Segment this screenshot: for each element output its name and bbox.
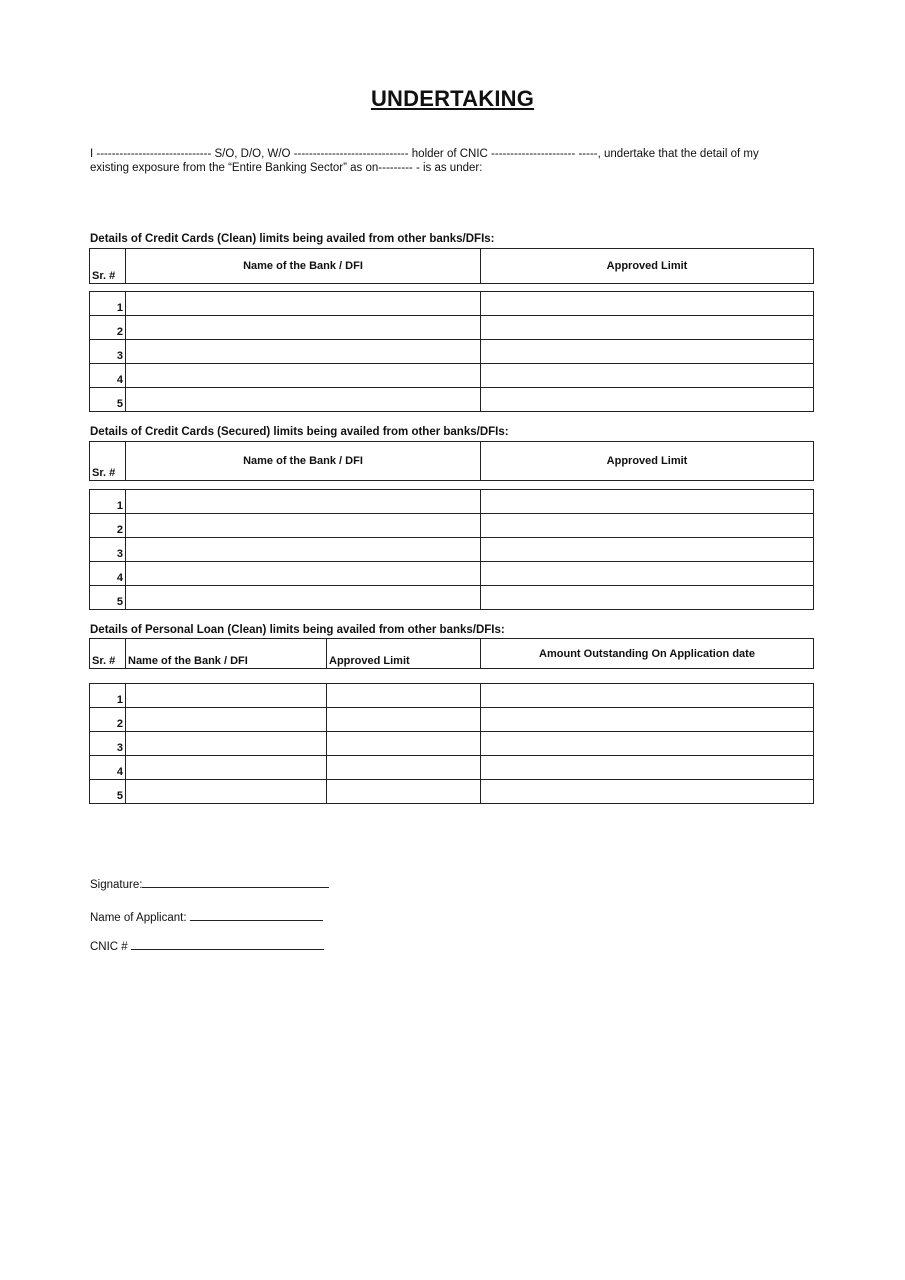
- intro-line-2: existing exposure from the “Entire Banking Sector” as on--------- - is as under:: [90, 162, 483, 174]
- table-row: [90, 388, 814, 412]
- bank-name-cell[interactable]: [126, 708, 327, 732]
- header-bank-name: Name of the Bank / DFI: [126, 639, 327, 669]
- table-row: [90, 562, 814, 586]
- table-row: [90, 684, 814, 708]
- approved-limit-cell[interactable]: [481, 292, 814, 316]
- bank-name-cell[interactable]: [126, 514, 481, 538]
- sr-number: 5: [90, 586, 126, 610]
- amount-outstanding-cell[interactable]: [481, 780, 814, 804]
- bank-name-cell[interactable]: [126, 316, 481, 340]
- bank-name-cell[interactable]: [126, 292, 481, 316]
- applicant-name-label: Name of Applicant:: [90, 912, 187, 924]
- credit-cards-secured-table: [89, 489, 814, 610]
- table-row: [90, 708, 814, 732]
- table-row: [90, 586, 814, 610]
- table-row: [90, 780, 814, 804]
- sr-number: 4: [90, 756, 126, 780]
- amount-outstanding-cell[interactable]: [481, 732, 814, 756]
- applicant-name-row: [90, 909, 323, 924]
- approved-limit-cell[interactable]: [327, 708, 481, 732]
- header-sr: Sr. #: [90, 249, 126, 284]
- table-row: [90, 756, 814, 780]
- table-row: [90, 732, 814, 756]
- signature-line[interactable]: [142, 876, 329, 888]
- bank-name-cell[interactable]: [126, 562, 481, 586]
- bank-name-cell[interactable]: [126, 364, 481, 388]
- header-sr: Sr. #: [90, 639, 126, 669]
- sr-number: 2: [90, 514, 126, 538]
- approved-limit-cell[interactable]: [327, 684, 481, 708]
- bank-name-cell[interactable]: [126, 732, 327, 756]
- sr-number: 4: [90, 364, 126, 388]
- table-row: [90, 364, 814, 388]
- approved-limit-cell[interactable]: [481, 364, 814, 388]
- personal-loan-header: [89, 638, 814, 669]
- approved-limit-cell[interactable]: [481, 514, 814, 538]
- sr-number: 1: [90, 684, 126, 708]
- approved-limit-cell[interactable]: [481, 388, 814, 412]
- applicant-name-line[interactable]: [190, 909, 323, 921]
- sr-number: 1: [90, 292, 126, 316]
- sr-number: 3: [90, 538, 126, 562]
- approved-limit-cell[interactable]: [327, 732, 481, 756]
- bank-name-cell[interactable]: [126, 586, 481, 610]
- sr-number: 3: [90, 340, 126, 364]
- approved-limit-cell[interactable]: [481, 316, 814, 340]
- amount-outstanding-cell[interactable]: [481, 708, 814, 732]
- header-bank-name: Name of the Bank / DFI: [126, 249, 481, 284]
- sr-number: 2: [90, 708, 126, 732]
- bank-name-cell[interactable]: [126, 490, 481, 514]
- approved-limit-cell[interactable]: [327, 756, 481, 780]
- signature-label: Signature:: [90, 879, 143, 891]
- table-row: [90, 538, 814, 562]
- approved-limit-cell[interactable]: [481, 586, 814, 610]
- personal-loan-table: [89, 683, 814, 804]
- sr-number: 2: [90, 316, 126, 340]
- header-approved-limit: Approved Limit: [327, 639, 481, 669]
- table-row: [90, 514, 814, 538]
- header-bank-name: Name of the Bank / DFI: [126, 442, 481, 481]
- table-row: [90, 490, 814, 514]
- sr-number: 3: [90, 732, 126, 756]
- bank-name-cell[interactable]: [126, 756, 327, 780]
- bank-name-cell[interactable]: [126, 538, 481, 562]
- bank-name-cell[interactable]: [126, 684, 327, 708]
- page-title: UNDERTAKING: [370, 86, 535, 111]
- approved-limit-cell[interactable]: [481, 340, 814, 364]
- header-approved-limit: Approved Limit: [481, 249, 814, 284]
- table-row: [90, 292, 814, 316]
- bank-name-cell[interactable]: [126, 780, 327, 804]
- approved-limit-cell[interactable]: [481, 562, 814, 586]
- section-title-personal-loan-clean: Details of Personal Loan (Clean) limits being availed from other banks/DFIs:: [90, 624, 505, 636]
- table-row: [90, 316, 814, 340]
- cnic-label: CNIC #: [90, 941, 128, 953]
- cnic-row: [90, 938, 324, 953]
- header-amount-outstanding: Amount Outstanding On Application date: [481, 639, 814, 669]
- header-approved-limit: Approved Limit: [481, 442, 814, 481]
- sr-number: 5: [90, 780, 126, 804]
- cnic-line[interactable]: [131, 938, 324, 950]
- amount-outstanding-cell[interactable]: [481, 684, 814, 708]
- intro-paragraph: [90, 147, 812, 175]
- sr-number: 5: [90, 388, 126, 412]
- credit-cards-clean-header: [89, 248, 814, 284]
- approved-limit-cell[interactable]: [481, 538, 814, 562]
- credit-cards-clean-table: [89, 291, 814, 412]
- section-title-credit-cards-clean: Details of Credit Cards (Clean) limits being availed from other banks/DFIs:: [90, 233, 495, 245]
- bank-name-cell[interactable]: [126, 340, 481, 364]
- table-row: [90, 340, 814, 364]
- approved-limit-cell[interactable]: [327, 780, 481, 804]
- signature-row: [90, 876, 329, 891]
- sr-number: 1: [90, 490, 126, 514]
- credit-cards-secured-header: [89, 441, 814, 481]
- sr-number: 4: [90, 562, 126, 586]
- section-title-credit-cards-secured: Details of Credit Cards (Secured) limits being availed from other banks/DFIs:: [90, 426, 509, 438]
- approved-limit-cell[interactable]: [481, 490, 814, 514]
- amount-outstanding-cell[interactable]: [481, 756, 814, 780]
- header-sr: Sr. #: [90, 442, 126, 481]
- intro-line-1: I ------------------------------ S/O, D/O, W/O ------------------------------ holder of CNIC ---------------------- -----, undertake that the detail of my: [90, 148, 759, 160]
- bank-name-cell[interactable]: [126, 388, 481, 412]
